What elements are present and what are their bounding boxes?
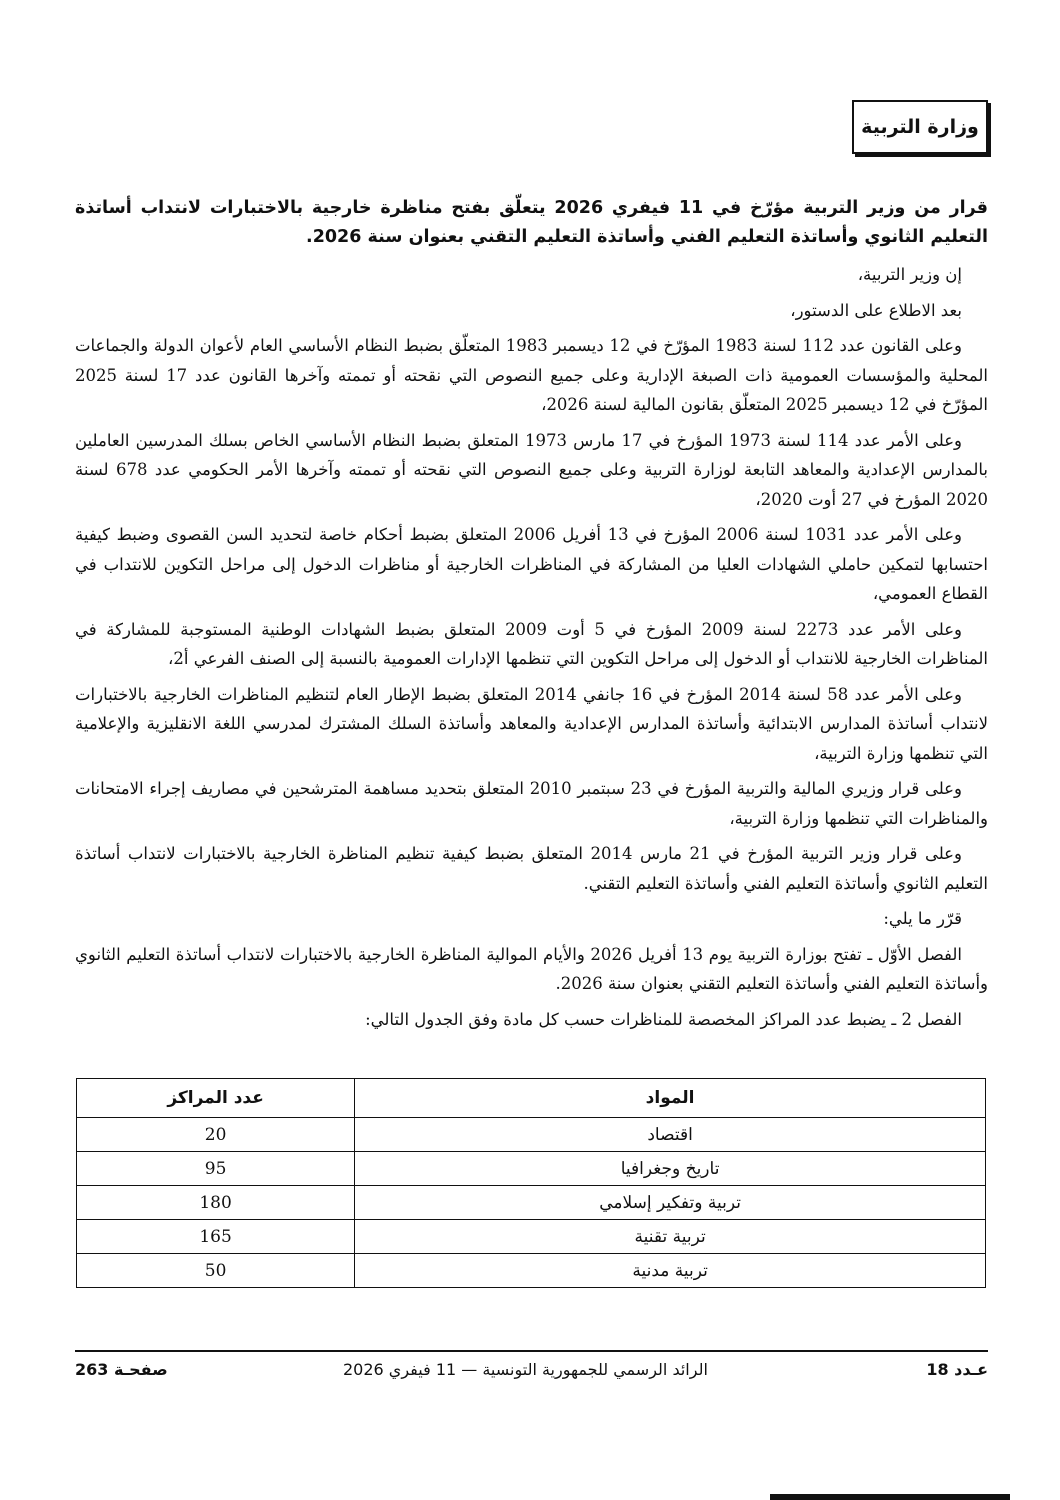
paragraph-decree-2273: وعلى الأمر عدد 2273 لسنة 2009 المؤرخ في 5 أوت 2009 المتعلق بضبط الشهادات الوطنية المستوجبة للمشاركة في المناظرات الخارجية للانتداب أو الدخول إلى مراحل التكوين التي تنظمها الإدارات العمومية بالنسبة إلى الصنف الفرعي أ2، bbox=[75, 619, 988, 668]
table-row bbox=[77, 1186, 986, 1220]
table-row bbox=[77, 1152, 986, 1186]
paragraph-constitution: بعد الاطلاع على الدستور، bbox=[790, 300, 962, 320]
table-row bbox=[77, 1254, 986, 1288]
decree-body bbox=[75, 194, 988, 1040]
header-subjects: المواد bbox=[355, 1079, 986, 1118]
article-2: الفصل 2 ـ يضبط عدد المراكز المخصصة للمناظرات حسب كل مادة وفق الجدول التالي: bbox=[365, 1009, 962, 1029]
count-cell: 50 bbox=[77, 1254, 355, 1288]
subject-cell: تربية وتفكير إسلامي bbox=[355, 1186, 986, 1220]
subject-cell: تاريخ وجغرافيا bbox=[355, 1152, 986, 1186]
paragraph-law-112: وعلى القانون عدد 112 لسنة 1983 المؤرّخ في 12 ديسمبر 1983 المتعلّق بضبط النظام الأساسي العام لأعوان الدولة والجماعات المحلية والمؤسسات العمومية ذات الصبغة الإدارية وعلى جميع النصوص التي نقحته أو تممته وآخرها القانون عدد 17 لسنة 2025 المؤرّخ في 12 ديسمبر 2025 المتعلّق بقانون المالية لسنة 2026، bbox=[75, 336, 989, 414]
table-row bbox=[77, 1220, 986, 1254]
subject-cell: تربية تقنية bbox=[355, 1220, 986, 1254]
page-footer bbox=[75, 1360, 988, 1390]
footer-divider bbox=[75, 1350, 988, 1352]
ministry-header-box bbox=[852, 100, 988, 154]
scan-edge-mark bbox=[770, 1494, 1010, 1500]
count-cell: 180 bbox=[77, 1186, 355, 1220]
issue-number: عـدد 18 bbox=[926, 1360, 988, 1379]
table-header-row bbox=[77, 1079, 986, 1118]
ministry-name: وزارة التربية bbox=[861, 116, 979, 138]
table-row bbox=[77, 1118, 986, 1152]
paragraph-decree-114: وعلى الأمر عدد 114 لسنة 1973 المؤرخ في 17 مارس 1973 المتعلق بضبط النظام الأساسي الخاص بسلك المدرسين العاملين بالمدارس الإعدادية والمعاهد التابعة لوزارة التربية وعلى جميع النصوص التي نقحته أو تممته وآخرها الأمر الحكومي عدد 678 لسنة 2020 المؤرخ في 27 أوت 2020، bbox=[75, 430, 988, 509]
count-cell: 95 bbox=[77, 1152, 355, 1186]
header-center-count: عدد المراكز bbox=[77, 1079, 355, 1118]
paragraph-preamble: إن وزير التربية، bbox=[857, 265, 962, 284]
paragraph-decree-58: وعلى الأمر عدد 58 لسنة 2014 المؤرخ في 16 جانفي 2014 المتعلق بضبط الإطار العام لتنظيم المناظرات الخارجية بالاختبارات لانتداب أساتذة المدارس الابتدائية وأساتذة المدارس الإعدادية والمعاهد وأساتذة السلك المشترك لمدرسي اللغة الانقليزية والإعلامية التي تنظمها وزارة التربية، bbox=[75, 684, 988, 763]
paragraph-decree-1031: وعلى الأمر عدد 1031 لسنة 2006 المؤرخ في 13 أفريل 2006 المتعلق بضبط أحكام خاصة لتحديد السن القصوى وضبط كيفية احتسابها لتمكين حاملي الشهادات العليا من المشاركة في المناظرات الخارجية أو مناظرات الدخول إلى مراحل التكوين للانتداب في القطاع العمومي، bbox=[75, 525, 988, 603]
count-cell: 165 bbox=[77, 1220, 355, 1254]
subject-cell: تربية مدنية bbox=[355, 1254, 986, 1288]
paragraph-decides: قرّر ما يلي: bbox=[883, 909, 962, 928]
count-cell: 20 bbox=[77, 1118, 355, 1152]
paragraph-joint-order-2010: وعلى قرار وزيري المالية والتربية المؤرخ في 23 سبتمبر 2010 المتعلق بتحديد مساهمة المترشحين في مصاريف إجراء الامتحانات والمناظرات التي تنظمها وزارة التربية، bbox=[75, 779, 988, 828]
article-1: الفصل الأوّل ـ تفتح بوزارة التربية يوم 13 أفريل 2026 والأيام الموالية المناظرة الخارجية بالاختبارات لانتداب أساتذة التعليم الثانوي وأساتذة التعليم الفني وأساتذة التعليم التقني بعنوان سنة 2026. bbox=[75, 944, 988, 993]
subject-cell: اقتصاد bbox=[355, 1118, 986, 1152]
centers-table bbox=[76, 1078, 986, 1288]
paragraph-order-2014: وعلى قرار وزير التربية المؤرخ في 21 مارس 2014 المتعلق بضبط كيفية تنظيم المناظرة الخارجية بالاختبارات لانتداب أساتذة التعليم الثانوي وأساتذة التعليم الفني وأساتذة التعليم التقني. bbox=[75, 844, 988, 893]
decree-title: قرار من وزير التربية مؤرّخ في 11 فيفري 2026 يتعلّق بفتح مناظرة خارجية بالاختبارات لانتداب أساتذة التعليم الثانوي وأساتذة التعليم الفني وأساتذة التعليم التقني بعنوان سنة 2026. bbox=[75, 198, 988, 247]
page-number: صفحـة 263 bbox=[75, 1360, 168, 1379]
journal-title: الرائد الرسمي للجمهورية التونسية — 11 فيفري 2026 bbox=[343, 1360, 708, 1379]
